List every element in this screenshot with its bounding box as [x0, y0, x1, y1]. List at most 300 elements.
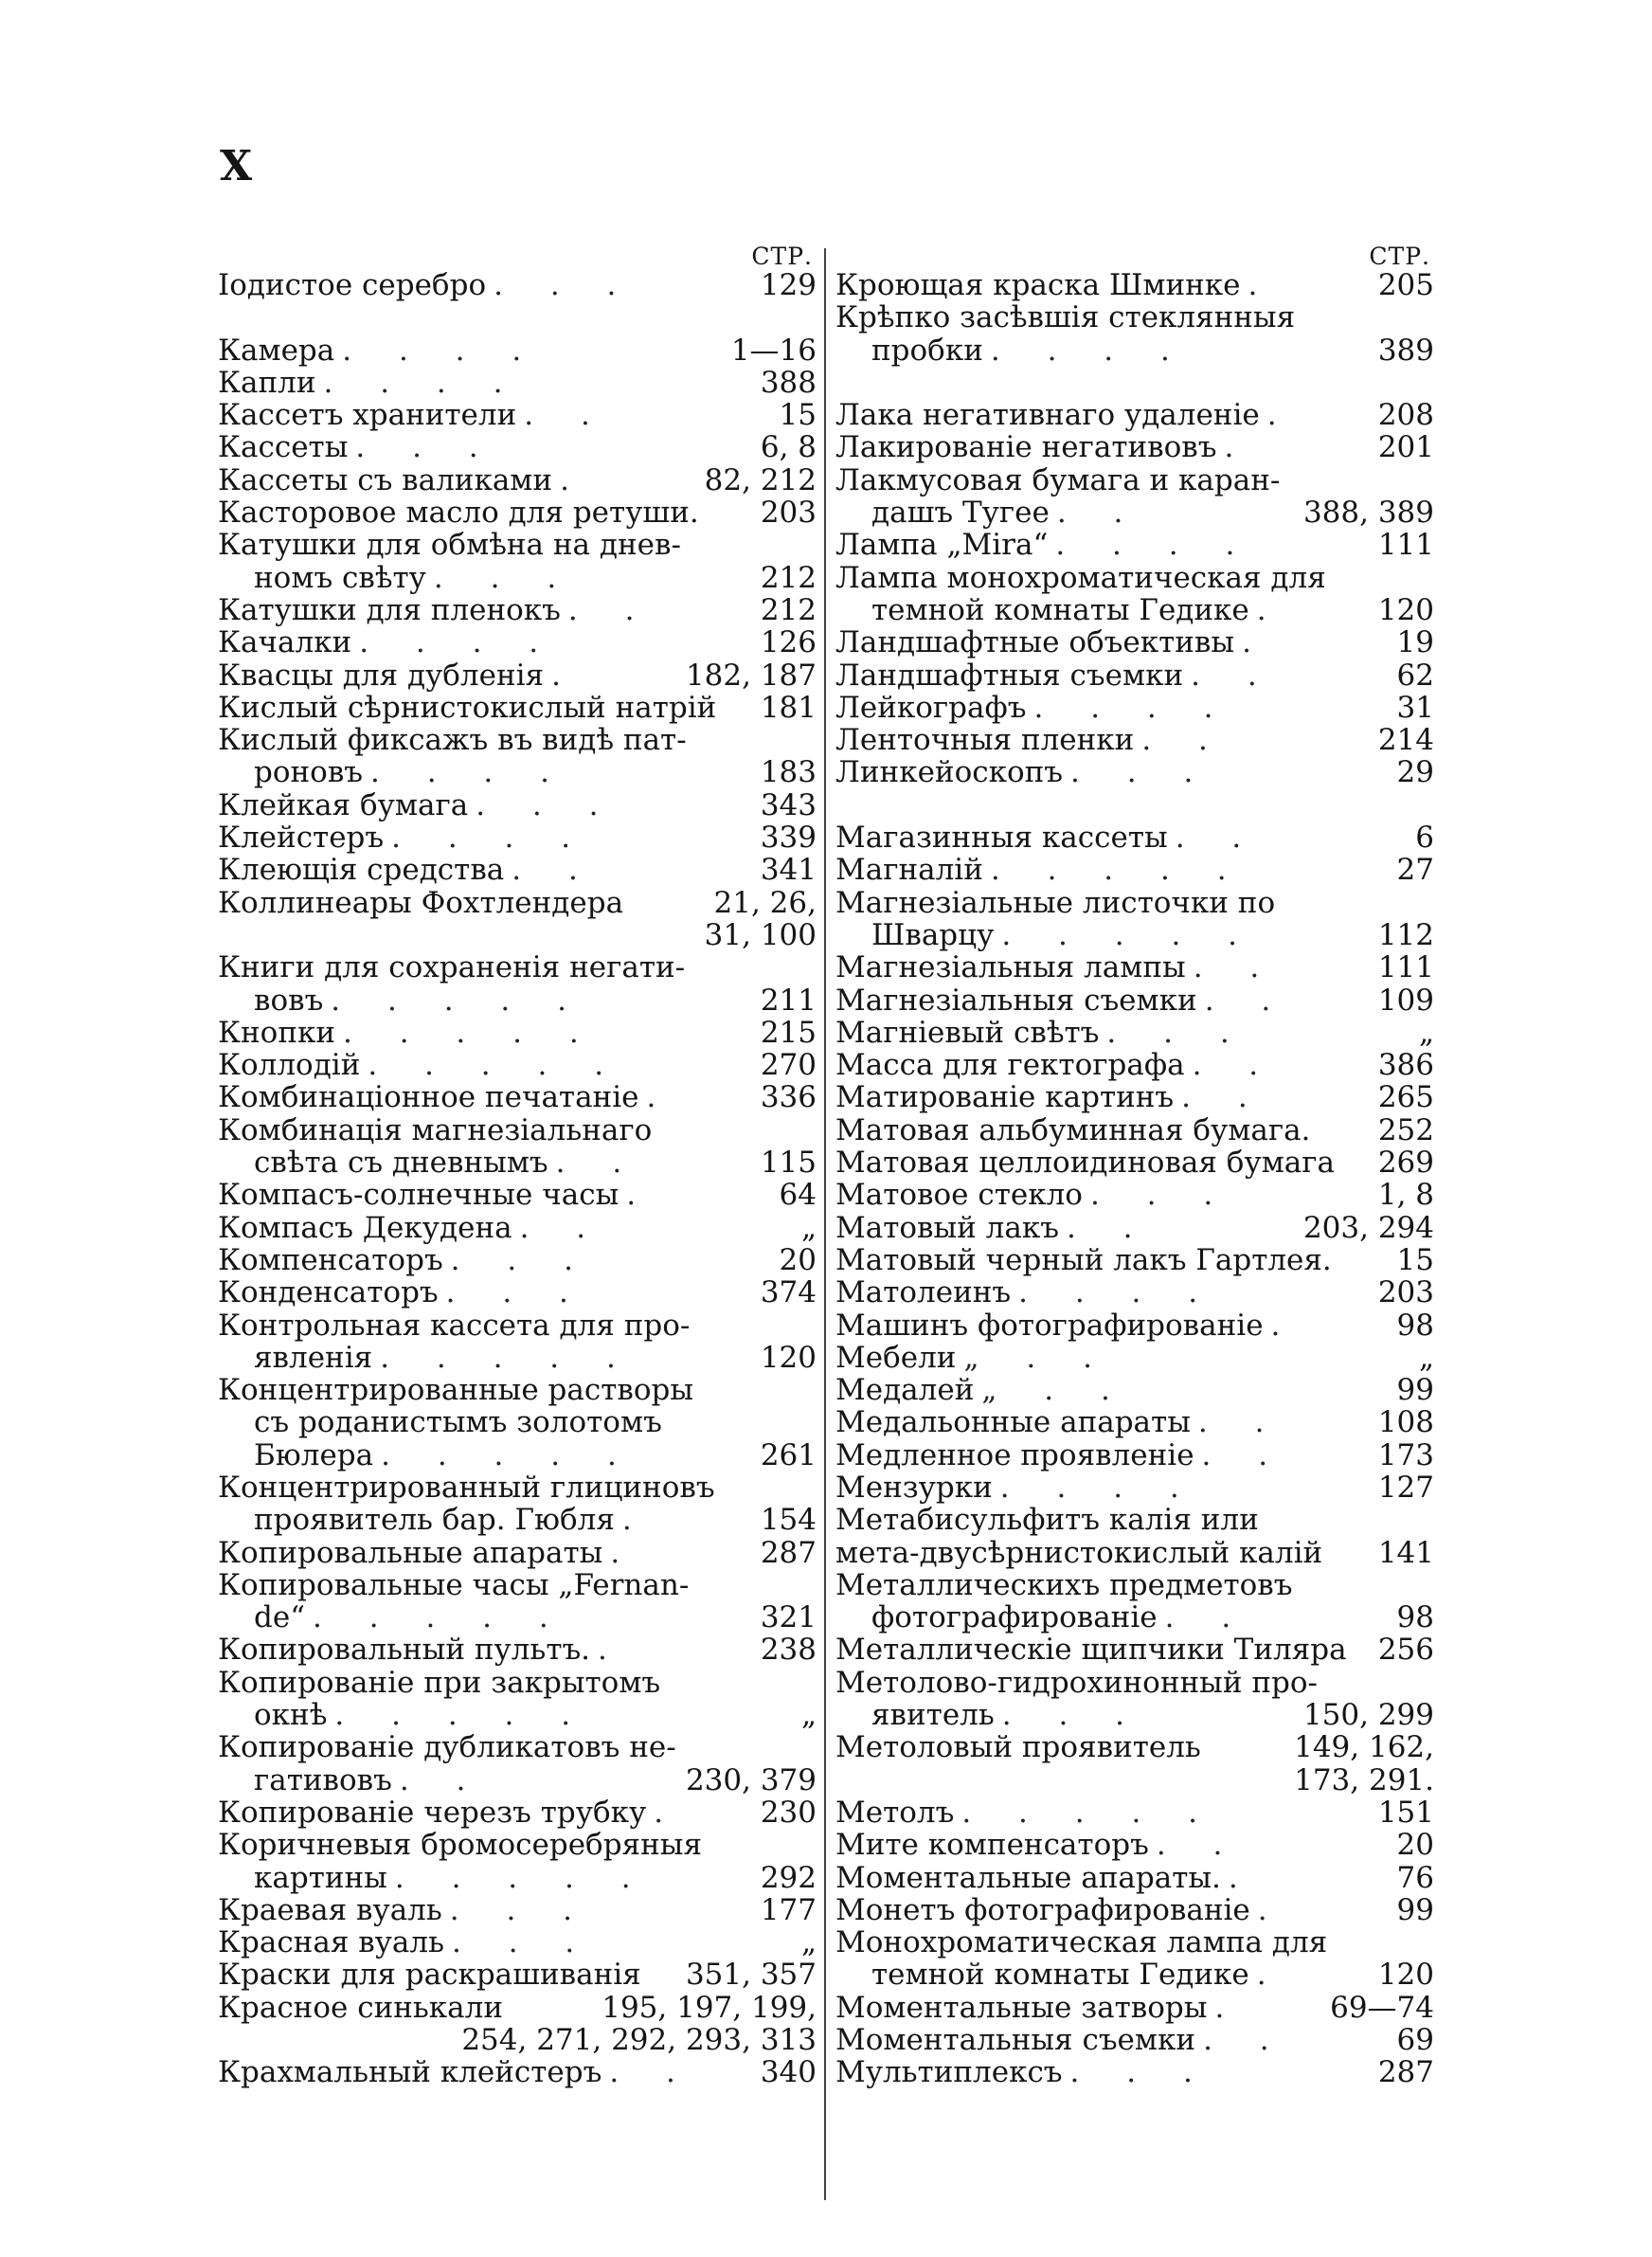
index-entry	[218, 464, 817, 497]
entry-term: Компасъ-солнечные часы	[218, 1179, 620, 1212]
entry-term: Компенсаторъ	[218, 1243, 443, 1277]
index-entry	[835, 1537, 1434, 1569]
page-reference: 214	[1377, 724, 1434, 757]
index-entry	[218, 1406, 817, 1438]
entry-term: Матированіе картинъ	[835, 1081, 1175, 1114]
letter-group-spacer	[835, 789, 1434, 822]
letter-group-spacer	[835, 367, 1434, 399]
page-reference: 195, 197, 199,	[602, 1991, 817, 2025]
entry-term: Крахмальный клейстеръ	[218, 2056, 602, 2089]
page-reference: 31	[1396, 691, 1434, 725]
entry-term: Матовый черный лакъ Гартлея.	[835, 1243, 1332, 1277]
entry-term: Красное синькали	[218, 1991, 503, 2025]
entry-term: Копированіе дубликатовъ не-	[218, 1731, 676, 1764]
entry-term: Матолеинъ	[835, 1276, 1012, 1309]
leader-dots: „ . .	[963, 1341, 1092, 1375]
leader-dots: . .	[1201, 1438, 1268, 1472]
leader-dots: . . .	[449, 1893, 573, 1927]
entry-term: пробки	[871, 334, 983, 367]
index-entry	[835, 529, 1434, 561]
entry-term: съ роданистымъ золотомъ	[254, 1406, 662, 1439]
entry-term: Копировальный пультъ.	[218, 1634, 591, 1667]
index-entry	[218, 659, 817, 692]
entry-term: явитель	[871, 1699, 995, 1732]
page-reference: 126	[760, 626, 817, 659]
entry-term: Контрольная кассета для про-	[218, 1309, 691, 1342]
leader-dots: . . . . .	[313, 1601, 548, 1634]
index-entry	[218, 1276, 817, 1309]
leader-dots: . . .	[494, 269, 617, 302]
index-entry	[835, 1179, 1434, 1211]
index-entry	[218, 1667, 817, 1699]
entry-term: Копированіе черезъ трубку	[218, 1796, 647, 1830]
entry-term: Магазинныя кассеты	[835, 822, 1168, 855]
entry-term: Краски для раскрашиванія	[218, 1959, 641, 1992]
leader-dots: . . . .	[391, 822, 571, 855]
leader-dots: . .	[1066, 1211, 1133, 1244]
index-entry	[835, 659, 1434, 692]
page-reference: 20	[779, 1243, 817, 1277]
entry-term: Медалей	[835, 1374, 975, 1407]
index-entry	[218, 1634, 817, 1666]
page-reference: 31, 100	[704, 918, 817, 952]
leader-dots: . .	[1192, 1049, 1259, 1082]
index-entry	[835, 2056, 1434, 2088]
letter-group-spacer	[218, 301, 817, 334]
leader-dots: . . . .	[1055, 529, 1235, 562]
index-entry	[835, 1634, 1434, 1666]
index-entry	[218, 887, 817, 919]
index-entry	[835, 301, 1434, 334]
index-entry	[218, 1114, 817, 1147]
index-entry	[218, 1179, 817, 1211]
index-entry	[218, 789, 817, 822]
leader-dots: . .	[555, 1147, 622, 1180]
page-reference: 29	[1396, 756, 1434, 789]
leader-dots: . . . . .	[381, 1438, 617, 1472]
entry-term: вовъ	[254, 984, 324, 1017]
leader-dots: . . . . .	[368, 1049, 604, 1082]
page-reference: 120	[760, 1341, 817, 1375]
page-reference: 173, 291.	[1294, 1763, 1434, 1797]
index-entry	[835, 724, 1434, 756]
entry-term: Крѣпко засѣвшія стеклянныя	[835, 301, 1296, 334]
index-entries-right	[835, 269, 1434, 2089]
index-entry	[218, 2056, 817, 2088]
entry-term: de“	[254, 1601, 306, 1634]
page-reference: 203	[760, 497, 817, 530]
index-entry	[218, 1017, 817, 1049]
page-reference: 98	[1396, 1309, 1434, 1342]
leader-dots: .	[1242, 626, 1251, 659]
index-entry	[218, 951, 817, 984]
leader-dots: .	[610, 1536, 620, 1569]
page-reference: 238	[760, 1634, 817, 1667]
entry-term: Копировальные часы „Fernan-	[218, 1568, 690, 1602]
entry-term: Масса для гектографа	[835, 1049, 1185, 1082]
index-entry	[835, 919, 1434, 951]
index-entry-continuation	[835, 1764, 1434, 1797]
leader-dots: . . .	[476, 788, 599, 822]
entry-term: Магнезіальныя лампы	[835, 951, 1186, 984]
leader-dots: . . . .	[1033, 691, 1213, 725]
page-reference: 203, 294	[1302, 1211, 1434, 1244]
entry-term: Катушки для пленокъ	[218, 593, 561, 627]
entry-term: Матовое стекло	[835, 1179, 1083, 1212]
page-reference: 182, 187	[685, 659, 817, 692]
index-entry	[835, 1276, 1434, 1309]
index-entry	[218, 1862, 817, 1894]
page-reference: 177	[760, 1893, 817, 1927]
page-reference: 212	[760, 593, 817, 627]
page-reference: 19	[1396, 626, 1434, 659]
leader-dots: . . . .	[999, 1471, 1179, 1505]
index-entry	[835, 562, 1434, 594]
entry-term: Катушки для обмѣна на днев-	[218, 529, 681, 562]
page-reference: 1—16	[730, 334, 817, 367]
index-entry	[218, 1504, 817, 1536]
index-entry	[835, 1731, 1434, 1763]
index-entry	[218, 1764, 817, 1797]
entry-term: дашъ Тугее	[871, 497, 1050, 530]
leader-dots: .	[1266, 399, 1277, 432]
leader-dots: . .	[1203, 2024, 1269, 2057]
index-entry	[218, 399, 817, 431]
leader-dots: . . . . .	[961, 1796, 1198, 1830]
index-entry	[218, 1212, 817, 1244]
page-reference: 256	[1377, 1634, 1434, 1667]
index-entry	[218, 1374, 817, 1406]
entry-term: Лампа монохроматическая для	[835, 561, 1326, 594]
leader-dots: . . . .	[342, 334, 522, 367]
leader-dots: . .	[609, 2056, 675, 2089]
entry-term: Копированіе при закрытомъ	[218, 1666, 661, 1700]
index-entry	[218, 1601, 817, 1634]
entry-term: Лака негативнаго удаленіе	[835, 399, 1260, 432]
entry-term: Магналій	[835, 854, 983, 887]
index-entry	[835, 2024, 1434, 2056]
page-reference: 254, 271, 292, 293, 313	[461, 2024, 817, 2057]
entry-term: Бюлера	[254, 1438, 374, 1472]
entry-term: Матовая альбуминная бумага.	[835, 1113, 1311, 1147]
leader-dots: . . . .	[370, 756, 549, 789]
column-header-page-abbrev: СТР.	[1369, 243, 1430, 270]
index-entry	[835, 1601, 1434, 1634]
entry-term: Концентрированные растворы	[218, 1374, 694, 1407]
index-entry	[835, 1406, 1434, 1438]
leader-dots: .	[1256, 1959, 1266, 1992]
entry-term: Ландшафтные объективы	[835, 626, 1235, 659]
page-reference: 183	[760, 756, 817, 789]
entry-term: Качалки	[218, 626, 352, 659]
entry-term: Моментальные затворы	[835, 1991, 1208, 2025]
page-reference: 120	[1377, 593, 1434, 627]
leader-dots: . . . . .	[343, 1016, 579, 1050]
page-reference: 230, 379	[685, 1763, 817, 1797]
index-entry	[218, 367, 817, 399]
index-entry	[835, 399, 1434, 431]
page-reference: 265	[1377, 1081, 1434, 1114]
entry-term: Краевая вуаль	[218, 1893, 442, 1927]
page-reference: 173	[1377, 1438, 1434, 1472]
leader-dots: . .	[1193, 951, 1260, 984]
page-reference: 321	[760, 1601, 817, 1634]
entry-term: темной комнаты Гедике	[871, 593, 1249, 627]
page-reference: 374	[760, 1276, 817, 1309]
entry-term: Коричневыя бромосеребряныя	[218, 1829, 703, 1862]
entry-term: Магніевый свѣтъ	[835, 1016, 1100, 1050]
column-header-page-abbrev: СТР.	[751, 243, 813, 270]
leader-dots: . . . . .	[1001, 918, 1238, 952]
index-entry	[835, 756, 1434, 788]
page-reference: 120	[1377, 1959, 1434, 1992]
page-reference: 99	[1396, 1893, 1434, 1927]
entry-term: Книги для сохраненія негати-	[218, 951, 686, 984]
entry-term: Магнезіальныя съемки	[835, 984, 1197, 1017]
index-entry	[835, 1081, 1434, 1113]
index-entry	[835, 1017, 1434, 1049]
entry-term: Лейкографъ	[835, 691, 1027, 725]
entry-term: Линкейоскопъ	[835, 756, 1064, 789]
entry-term: номъ свѣту	[254, 561, 426, 594]
index-entry	[835, 1569, 1434, 1601]
index-entry	[218, 1699, 817, 1731]
entry-term: Шварцу	[871, 918, 995, 952]
page-reference: 386	[1377, 1049, 1434, 1082]
entry-term: Металлическихъ предметовъ	[835, 1568, 1293, 1602]
entry-term: Копировальные апараты	[218, 1536, 603, 1569]
entry-term: Кассеты	[218, 431, 349, 464]
index-entry	[835, 951, 1434, 984]
index-entry	[835, 594, 1434, 626]
entry-term: Кассеты съ валиками	[218, 463, 553, 497]
entry-term: Матовый лакъ	[835, 1211, 1059, 1244]
entry-term: Моментальные апараты.	[835, 1861, 1221, 1894]
leader-dots: „ . .	[981, 1374, 1110, 1407]
index-entry	[835, 1926, 1434, 1959]
leader-dots: . . .	[433, 561, 557, 594]
leader-dots: . . .	[445, 1276, 568, 1309]
leader-dots: . . .	[1106, 1016, 1230, 1050]
entry-term: Камера	[218, 334, 335, 367]
leader-dots: .	[646, 1081, 656, 1114]
index-entry	[218, 431, 817, 463]
entry-term: фотографированіе	[871, 1601, 1158, 1634]
entry-term: Комбинація магнезіальнаго	[218, 1113, 653, 1147]
entry-term: Квасцы для дубленія	[218, 659, 545, 692]
leader-dots: . .	[1164, 1601, 1231, 1634]
leader-dots: .	[654, 1796, 664, 1830]
entry-term: Ленточныя пленки	[835, 724, 1135, 757]
leader-dots: . .	[524, 399, 590, 432]
leader-dots: . . .	[450, 1243, 573, 1277]
page-reference: 141	[1377, 1536, 1434, 1569]
page-reference: „	[1418, 1016, 1434, 1050]
index-entry	[835, 692, 1434, 724]
index-entry	[835, 1504, 1434, 1536]
leader-dots: .	[1270, 1309, 1281, 1342]
index-entry	[218, 724, 817, 756]
leader-dots: . .	[1156, 1829, 1223, 1862]
page-reference: 287	[1377, 2056, 1434, 2089]
index-entry	[835, 1342, 1434, 1374]
page-reference: „	[800, 1926, 817, 1959]
entry-term: Клейстеръ	[218, 822, 385, 855]
leader-dots: . . .	[1070, 756, 1194, 789]
page-reference: 15	[779, 399, 817, 432]
leader-dots: .	[626, 1179, 637, 1212]
index-entries-left	[218, 269, 817, 2089]
index-entry	[835, 1829, 1434, 1861]
page-reference: 203	[1377, 1276, 1434, 1309]
page-reference: 211	[760, 984, 817, 1017]
index-entry	[835, 431, 1434, 463]
entry-term: Метабисульфитъ калія или	[835, 1504, 1259, 1537]
index-entry	[218, 529, 817, 561]
index-entry	[218, 1926, 817, 1959]
index-entry	[218, 1342, 817, 1374]
entry-term: Кислый сѣрнистокислый натрій	[218, 691, 717, 725]
index-entry	[218, 1081, 817, 1113]
page-reference: „	[800, 1699, 817, 1732]
index-entry	[835, 1862, 1434, 1894]
entry-term: Кроющая краска Шминке	[835, 269, 1241, 302]
entry-term: Концентрированный глициновъ	[218, 1471, 715, 1505]
page-reference: 154	[760, 1504, 817, 1537]
index-entry	[835, 1992, 1434, 2024]
page-reference: 181	[760, 691, 817, 725]
leader-dots: . .	[1197, 1406, 1265, 1439]
leader-dots: . .	[399, 1763, 466, 1797]
index-entry	[218, 1472, 817, 1504]
entry-term: Метоловый проявитель	[835, 1731, 1201, 1764]
page-reference: 351, 357	[685, 1959, 817, 1992]
entry-term: Красная вуаль	[218, 1926, 444, 1959]
leader-dots: .	[551, 659, 561, 692]
index-entry	[218, 1731, 817, 1763]
entry-term: Компасъ Декудена	[218, 1211, 512, 1244]
page-reference: 201	[1377, 431, 1434, 464]
page-reference: 129	[760, 269, 817, 302]
page-reference: 1, 8	[1377, 1179, 1434, 1212]
index-entry	[835, 1667, 1434, 1699]
index-entry	[835, 822, 1434, 854]
page-reference: 109	[1377, 984, 1434, 1017]
index-entry	[218, 1537, 817, 1569]
page-reference: 340	[760, 2056, 817, 2089]
index-column-left	[218, 244, 817, 2089]
entry-term: Метолъ	[835, 1796, 955, 1830]
index-entry	[835, 1049, 1434, 1081]
entry-term: Мензурки	[835, 1471, 993, 1505]
index-entry	[835, 1147, 1434, 1179]
leader-dots: . .	[512, 854, 578, 887]
entry-term: Капли	[218, 366, 316, 400]
entry-term: Матовая целлоидиновая бумага	[835, 1147, 1336, 1180]
leader-dots: . . . .	[323, 366, 503, 400]
index-entry	[218, 1992, 817, 2024]
page-reference: 20	[1396, 1829, 1434, 1862]
leader-dots: .	[1256, 593, 1266, 627]
page-reference: 205	[1377, 269, 1434, 302]
leader-dots: . . .	[1069, 2056, 1193, 2089]
leader-dots: .	[621, 1504, 632, 1537]
page-reference: 15	[1396, 1243, 1434, 1277]
leader-dots: .	[598, 1634, 607, 1667]
index-entry	[835, 1894, 1434, 1926]
index-entry	[218, 822, 817, 854]
page-reference: 111	[1377, 951, 1434, 984]
index-entry	[218, 1829, 817, 1861]
page-reference: 82, 212	[704, 463, 817, 497]
index-entry	[218, 497, 817, 529]
page-reference: 6	[1415, 822, 1434, 855]
page-reference: 21, 26,	[713, 886, 817, 919]
index-entry	[218, 1147, 817, 1179]
page-reference: „	[800, 1211, 817, 1244]
index-entry	[835, 1439, 1434, 1472]
page-reference: 151	[1377, 1796, 1434, 1830]
entry-term: явленія	[254, 1341, 373, 1375]
page-reference: 269	[1377, 1147, 1434, 1180]
index-entry	[218, 1797, 817, 1829]
page-reference: 336	[760, 1081, 817, 1114]
index-entry	[218, 854, 817, 886]
leader-dots: . . . .	[359, 626, 539, 659]
entry-term: роновъ	[254, 756, 364, 789]
leader-dots: . . . .	[1018, 1276, 1198, 1309]
page-reference: 149, 162,	[1294, 1731, 1434, 1764]
index-entry	[835, 1472, 1434, 1504]
index-entry	[835, 1212, 1434, 1244]
entry-term: свѣта съ дневнымъ	[254, 1147, 548, 1180]
index-entry	[218, 626, 817, 659]
index-entry	[218, 562, 817, 594]
page-reference: 98	[1396, 1601, 1434, 1634]
entry-term: картины	[254, 1861, 387, 1894]
page-reference: 127	[1377, 1471, 1434, 1505]
index-entry	[835, 1797, 1434, 1829]
leader-dots: . . .	[1089, 1179, 1213, 1212]
index-entry	[218, 1049, 817, 1081]
entry-term: проявитель бар. Гюбля	[254, 1504, 615, 1537]
index-entry	[835, 269, 1434, 301]
page-reference: 112	[1377, 918, 1434, 952]
index-entry	[218, 594, 817, 626]
entry-term: Монохроматическая лампа для	[835, 1926, 1328, 1959]
page-reference: 292	[760, 1861, 817, 1894]
page-reference: 99	[1396, 1374, 1434, 1407]
leader-dots: . .	[1181, 1081, 1248, 1114]
entry-term: Кассетъ хранители	[218, 399, 517, 432]
index-entry	[835, 497, 1434, 529]
entry-term: Магнезіальные листочки по	[835, 886, 1276, 919]
page-reference: 339	[760, 822, 817, 855]
entry-term: Метоловo-гидрохинонный про-	[835, 1666, 1318, 1700]
index-entry-continuation	[218, 919, 817, 951]
entry-term: Ландшафтныя съемки	[835, 659, 1184, 692]
entry-term: Касторовое масло для ретуши.	[218, 497, 699, 530]
index-entry	[835, 334, 1434, 367]
entry-term: мета-двусѣрнистокислый калій	[835, 1536, 1323, 1569]
index-column-right	[835, 244, 1434, 2089]
index-entry	[835, 1114, 1434, 1147]
leader-dots: . . . . .	[990, 854, 1227, 887]
entry-term: Лакированіе негативовъ	[835, 431, 1217, 464]
entry-term: гативовъ	[254, 1763, 392, 1797]
entry-term: Мультиплексъ	[835, 2056, 1063, 2089]
leader-dots: . . .	[451, 1926, 575, 1959]
